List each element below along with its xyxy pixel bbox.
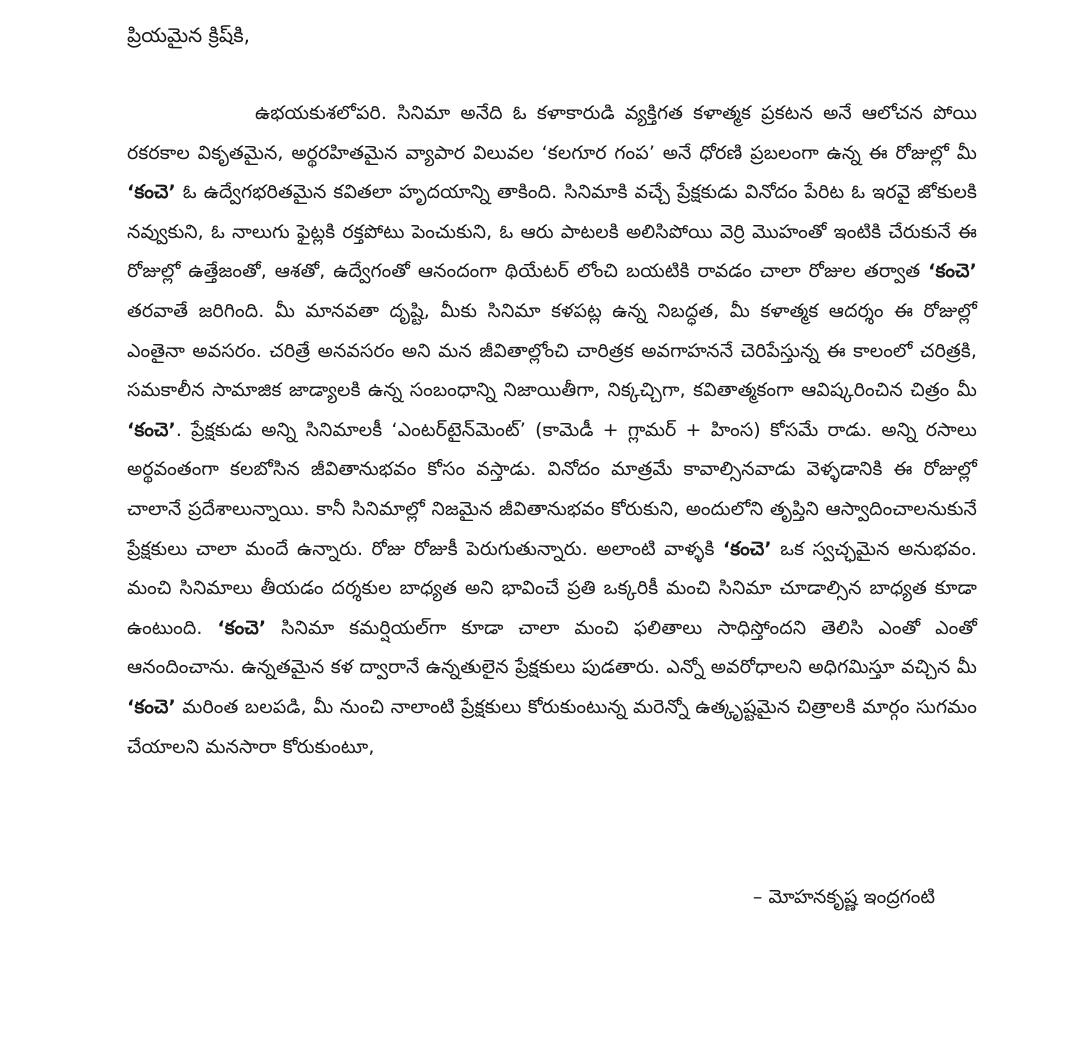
salutation: ప్రియమైన క్రిష్‌కి, — [127, 23, 250, 47]
body-segment: ఓ ఉద్వేగభరితమైన కవితలా హృదయాన్ని తాకింది. సినిమాకి వచ్చే ప్రేక్షకుడు వినోదం పేరిట ఓ ఇరవై జోకులకి నవ్వుకుని, ఓ నాలుగు ఫైట్లకి రక్తపోటు పెంచుకుని, ఓ ఆరు పాటలకి అలిసిపోయి వెర్రి మొహంతో ఇంటికి చేరుకునే ఈ రోజుల్లో ఉత్తేజంతో, ఆశతో, ఉద్వేగంతో ఆనందంగా థియేటర్ లోంచి బయటికి రావడం చాలా రోజుల తర్వాత — [127, 181, 977, 283]
letter-body — [127, 94, 977, 767]
film-title-kanche: ‘కంచె’ — [127, 695, 176, 718]
body-segment: తరవాతే జరిగింది. మీ మానవతా దృష్టి, మీకు సినిమా కళపట్ల ఉన్న నిబద్ధత, మీ కళాత్మక ఆదర్శం ఈ రోజుల్లో ఎంతైనా అవసరం. చరిత్రే అనవసరం అని మన జీవితాల్లోంచి చారిత్రక అవగాహననే చెరిపేస్తున్న ఈ కాలంలో చరిత్రకి, సమకాలీన సామాజిక జాడ్యాలకి ఉన్న సంబంధాన్ని నిజాయితీగా, నిక్కచ్చిగా, కవితాత్మకంగా ఆవిష్కరించిన చిత్రం మీ — [127, 299, 978, 402]
body-segment: ఒక స్వచ్ఛమైన అనుభవం. మంచి సినిమాలు తీయడం దర్శకుల బాధ్యత అని భావించే ప్రతి ఒక్కరికీ మంచి సినిమా చూడాల్సిన బాధ్యత కూడా ఉంటుంది. — [127, 537, 977, 639]
film-title-kanche: ‘కంచె’ — [127, 418, 176, 441]
film-title-kanche: ‘కంచె’ — [722, 537, 772, 560]
film-title-kanche: ‘కంచె’ — [127, 181, 176, 204]
film-title-kanche: ‘కంచె’ — [928, 260, 977, 283]
signature: – మోహనకృష్ణ ఇంద్రగంటి — [752, 886, 935, 908]
body-segment: . ప్రేక్షకుడు అన్ని సినిమాలకీ ‘ఎంటర్‌టైన్‌మెంట్’ (కామెడీ + గ్లామర్ + హింస) కోసమే రాడు. అన్ని రసాలు అర్థవంతంగా కలబోసిన జీవితానుభవం కోసం వస్తాడు. వినోదం మాత్రమే కావాల్సినవాడు వెళ్ళడానికి ఈ రోజుల్లో చాలానే ప్రదేశాలున్నాయి. కానీ సినిమాల్లో నిజమైన జీవితానుభవం కోరుకుని, అందులోని తృప్తిని ఆస్వాదించాలనుకునే ప్రేక్షకులు చాలా మందే ఉన్నారు. రోజు రోజుకీ పెరుగుతున్నారు. అలాంటి వాళ్ళకి — [127, 418, 977, 560]
body-segment: ఉభయకుశలోపరి. సినిమా అనేది ఓ కళాకారుడి వ్యక్తిగత కళాత్మక ప్రకటన అనే ఆలోచన పోయి రకరకాల వికృతమైన, అర్థరహితమైన వ్యాపార విలువల ‘కలగూర గంప’ అనే ధోరణి ప్రబలంగా ఉన్న ఈ రోజుల్లో మీ — [127, 102, 977, 164]
body-segment: సినిమా కమర్షియల్‌గా కూడా చాలా మంచి ఫలితాలు సాధిస్తోందని తెలిసి ఎంతో ఎంతో ఆనందించాను. ఉన్నతమైన కళ ద్వారానే ఉన్నతులైన ప్రేక్షకులు పుడతారు. ఎన్నో అవరోధాలని అధిగమిస్తూ వచ్చిన మీ — [127, 616, 977, 679]
body-segment: మరింత బలపడి, మీ నుంచి నాలాంటి ప్రేక్షకులు కోరుకుంటున్న మరెన్నో ఉత్కృష్టమైన చిత్రాలకి మార్గం సుగమం చేయాలని మనసారా కోరుకుంటూ, — [127, 695, 977, 758]
film-title-kanche: ‘కంచె’ — [217, 616, 267, 639]
